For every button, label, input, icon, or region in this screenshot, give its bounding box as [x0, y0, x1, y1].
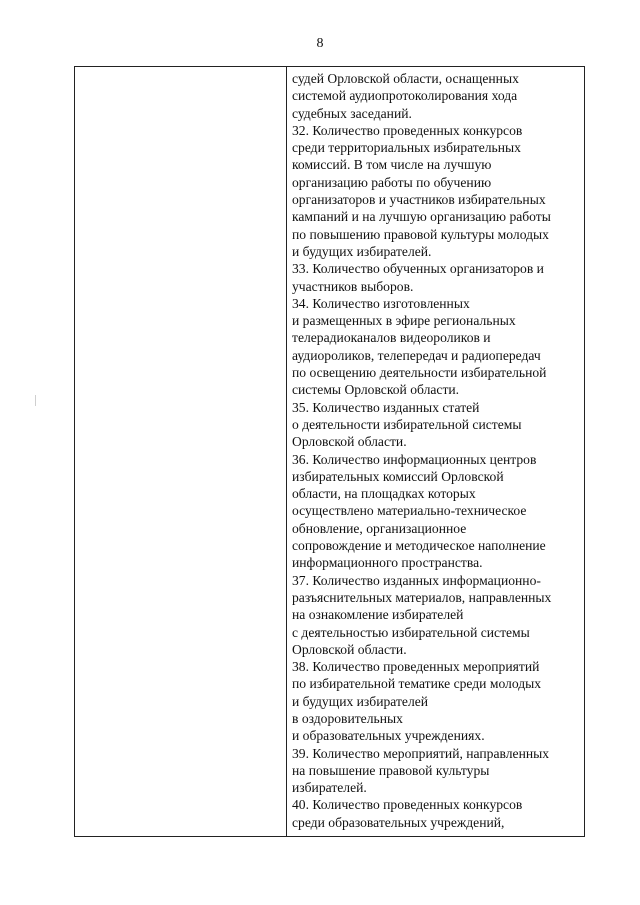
text-line: судебных заседаний. [292, 105, 412, 121]
text-line: и будущих избирателей. [292, 243, 432, 259]
text-line: телерадиоканалов видеороликов и [292, 330, 491, 346]
text-line: и образовательных учреждениях. [292, 728, 485, 744]
table-left-cell [75, 67, 287, 836]
text-line: в оздоровительных [292, 710, 403, 726]
text-line: о деятельности избирательной системы [292, 416, 522, 432]
table-right-cell [292, 70, 584, 831]
text-line: организаторов и участников избирательных [292, 192, 546, 208]
text-line: организацию работы по обучению [292, 174, 492, 190]
text-line: и будущих избирателей [292, 693, 429, 709]
page-number: 8 [316, 36, 324, 51]
scan-artifact-mark [35, 395, 36, 406]
text-line: 36. Количество информационных центров [292, 451, 537, 467]
text-line: разъяснительных материалов, направленных [292, 589, 552, 605]
text-line: по избирательной тематике среди молодых [292, 676, 542, 692]
text-line: избирательных комиссий Орловской [292, 468, 504, 484]
text-line: комиссий. В том числе на лучшую [292, 157, 492, 173]
text-line: осуществлено материально-техническое [292, 503, 527, 519]
text-line: на повышение правовой культуры [292, 762, 490, 778]
indicators-table [74, 66, 585, 837]
text-line: 35. Количество изданных статей [292, 399, 480, 415]
text-line: аудиороликов, телепередач и радиопередач [292, 347, 541, 363]
text-line: информационного пространства. [292, 555, 483, 571]
text-line: Орловской области. [292, 641, 407, 657]
text-line: Орловской области. [292, 434, 407, 450]
text-line: среди территориальных избирательных [292, 140, 521, 156]
text-line: 34. Количество изготовленных [292, 295, 470, 311]
text-line: участников выборов. [292, 278, 414, 294]
text-line: 40. Количество проведенных конкурсов [292, 797, 523, 813]
text-line: на ознакомление избирателей [292, 607, 464, 623]
text-line: обновление, организационное [292, 520, 467, 536]
text-line: 32. Количество проведенных конкурсов [292, 122, 523, 138]
text-line: сопровождение и методическое наполнение [292, 538, 546, 554]
text-line: судей Орловской области, оснащенных [292, 71, 519, 86]
text-line: по повышению правовой культуры молодых [292, 226, 549, 242]
text-line: системы Орловской области. [292, 382, 460, 398]
text-line: 38. Количество проведенных мероприятий [292, 659, 540, 675]
text-line: 37. Количество изданных информационно- [292, 572, 541, 588]
text-line: системой аудиопротоколирования хода [292, 88, 518, 104]
text-line: среди образовательных учреждений, [292, 814, 505, 830]
text-line: по освещению деятельности избирательной [292, 365, 547, 381]
text-line: 33. Количество обученных организаторов и [292, 261, 544, 277]
text-line: 39. Количество мероприятий, направленных [292, 745, 550, 761]
text-line: и размещенных в эфире региональных [292, 313, 516, 329]
text-line: с деятельностью избирательной системы [292, 624, 530, 640]
text-line: кампаний и на лучшую организацию работы [292, 209, 551, 225]
text-line: избирателей. [292, 780, 367, 796]
text-line: области, на площадках которых [292, 486, 476, 502]
